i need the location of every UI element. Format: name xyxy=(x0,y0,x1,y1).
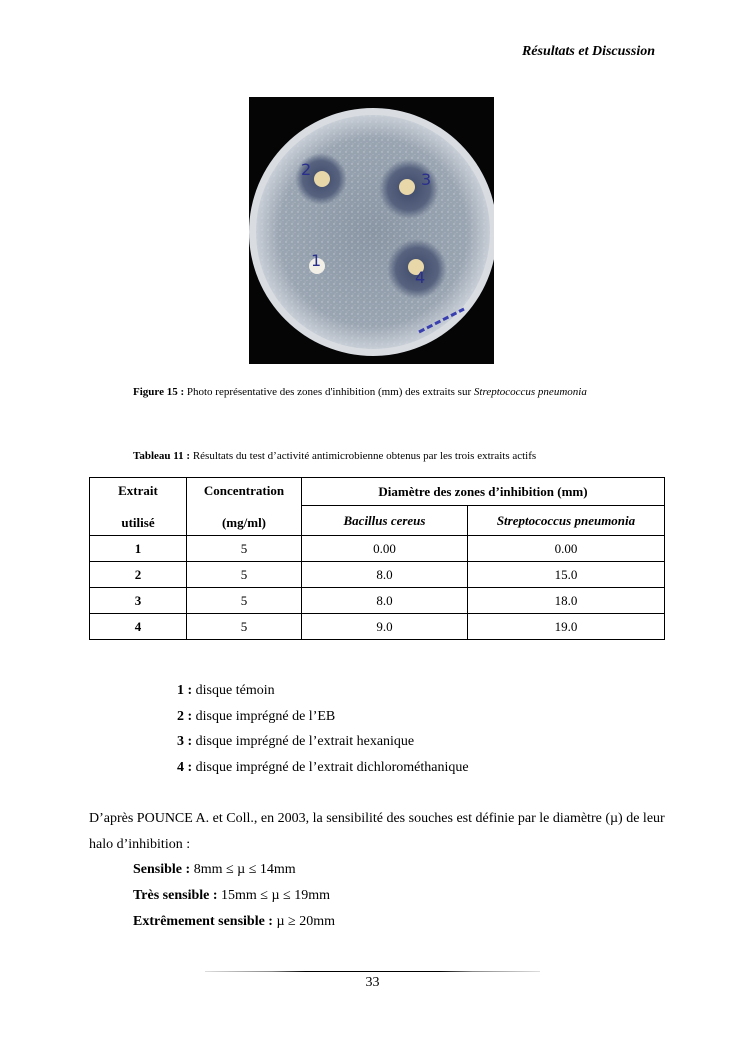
cell-conc: 5 xyxy=(187,562,302,588)
body-paragraph: D’après POUNCE A. et Coll., en 2003, la sensibilité des souches est définie par le diamètre (µ) de leur halo d’inhibition : xyxy=(89,811,665,852)
cell-strepto: 0.00 xyxy=(468,536,665,562)
disc-legend xyxy=(177,678,469,781)
col-extrait-header: Extrait utilisé xyxy=(90,478,187,536)
running-header: Résultats et Discussion xyxy=(521,44,655,59)
cell-bacillus: 8.0 xyxy=(302,562,468,588)
plate-label-1: 1 xyxy=(311,251,322,270)
table-row xyxy=(90,614,665,640)
col-concentration-header: Concentration (mg/ml) xyxy=(187,478,302,536)
table-row xyxy=(90,562,665,588)
cell-extrait: 4 xyxy=(90,614,187,640)
table-row xyxy=(90,588,665,614)
sub-bacillus-header: Bacillus cereus xyxy=(302,506,468,536)
page-number: 33 xyxy=(365,975,380,990)
petri-dish-illustration xyxy=(249,97,494,364)
cell-extrait: 3 xyxy=(90,588,187,614)
cell-bacillus: 8.0 xyxy=(302,588,468,614)
table-caption: Tableau 11 : Résultats du test d’activité antimicrobienne obtenus par les trois extraits actifs xyxy=(133,450,537,462)
figure-caption: Figure 15 : Photo représentative des zones d'inhibition (mm) des extraits sur Streptococcus pneumonia xyxy=(133,386,587,398)
definition-item: Sensible : 8mm ≤ µ ≤ 14mm xyxy=(133,862,296,877)
definition-item: Très sensible : 15mm ≤ µ ≤ 19mm xyxy=(133,888,331,903)
cell-conc: 5 xyxy=(187,614,302,640)
definition-item: Extrêmement sensible : µ ≥ 20mm xyxy=(133,914,335,929)
disc-3 xyxy=(399,179,415,195)
cell-strepto: 18.0 xyxy=(468,588,665,614)
plate-label-4: 4 xyxy=(415,268,426,287)
plate-label-2: 2 xyxy=(301,160,312,179)
legend-item: 1 : disque témoin xyxy=(177,683,275,698)
legend-item: 4 : disque imprégné de l’extrait dichlorométhanique xyxy=(177,760,469,776)
cell-conc: 5 xyxy=(187,536,302,562)
results-table xyxy=(89,477,665,640)
sub-strepto-header: Streptococcus pneumonia xyxy=(468,506,665,536)
cell-strepto: 15.0 xyxy=(468,562,665,588)
cell-extrait: 2 xyxy=(90,562,187,588)
cell-extrait: 1 xyxy=(90,536,187,562)
cell-bacillus: 9.0 xyxy=(302,614,468,640)
disc-2 xyxy=(314,171,330,187)
col-diametre-header: Diamètre des zones d’inhibition (mm) xyxy=(302,478,665,506)
cell-bacillus: 0.00 xyxy=(302,536,468,562)
cell-strepto: 19.0 xyxy=(468,614,665,640)
plate-label-3: 3 xyxy=(421,170,432,189)
legend-item: 2 : disque imprégné de l’EB xyxy=(177,708,336,724)
sensitivity-definitions xyxy=(133,857,335,935)
cell-conc: 5 xyxy=(187,588,302,614)
petri-dish-photo xyxy=(249,97,494,364)
legend-item: 3 : disque imprégné de l’extrait hexanique xyxy=(177,734,415,750)
table-row xyxy=(90,536,665,562)
footer-rule xyxy=(205,971,540,972)
